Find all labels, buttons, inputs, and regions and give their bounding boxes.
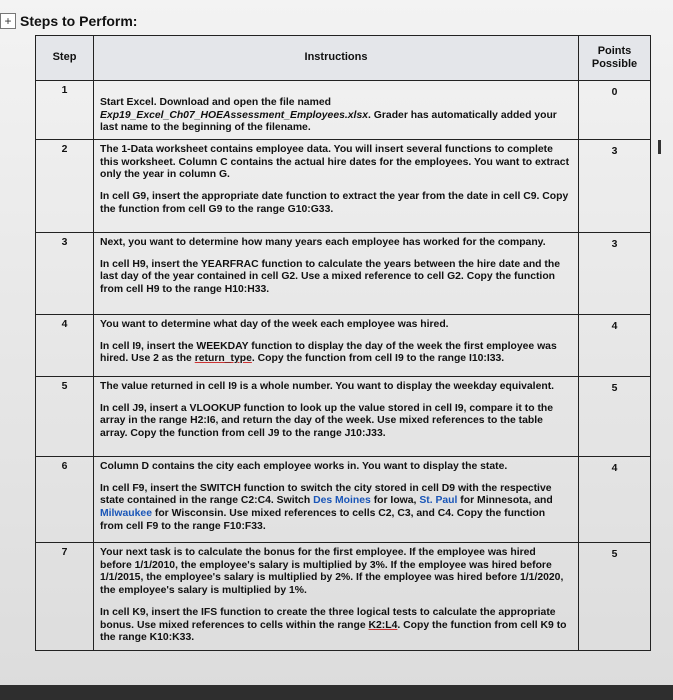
points-value: 5 — [579, 377, 651, 457]
city-des-moines: Des Moines — [313, 495, 371, 507]
table-row — [36, 457, 651, 543]
step-number: 3 — [36, 233, 94, 315]
points-value: 0 — [579, 81, 651, 140]
step-number: 1 — [36, 81, 94, 140]
page-title: Steps to Perform: — [20, 13, 138, 29]
table-row — [36, 233, 651, 315]
step-number: 5 — [36, 377, 94, 457]
header-row — [36, 36, 651, 81]
city-st-paul: St. Paul — [419, 495, 458, 507]
instruction-text: . Grader has automatically added your last name to the beginning of the filename. — [100, 109, 557, 134]
instruction-text: Next, you want to determine how many years each employee has worked for the company. — [100, 237, 546, 249]
points-value: 5 — [579, 543, 651, 651]
filename-text: Exp19_Excel_Ch07_HOEAssessment_Employees.xlsx — [100, 109, 369, 121]
instruction-text: In cell G9, insert the appropriate date function to extract the year from the date in cell C9. Copy the function from cell G9 to the range G10:G33. — [100, 191, 569, 215]
instruction-text: for Minnesota, and — [457, 495, 553, 507]
step-number: 7 — [36, 543, 94, 651]
instructions-cell — [94, 457, 579, 543]
instruction-text: You want to determine what day of the week each employee was hired. — [100, 319, 449, 331]
instruction-text: Column D contains the city each employee works in. You want to display the state. — [100, 461, 508, 473]
instruction-text: . Copy the function from cell K9 to the range K10:K33. — [100, 619, 567, 644]
points-value: 4 — [579, 315, 651, 377]
city-milwaukee: Milwaukee — [100, 508, 152, 520]
instruction-text: The value returned in cell I9 is a whole number. You want to display the weekday equivalent. — [100, 381, 555, 393]
instruction-text: The 1-Data worksheet contains employee data. You will insert several functions to complete this worksheet. Column C contains the actual hire dates for the employees. You want to extract only the year in column G. — [100, 144, 570, 181]
instruction-text: In cell I9, insert the WEEKDAY function to display the day of the week the first employee was hired. Use 2 as the — [100, 340, 557, 365]
instruction-text: for Iowa, — [370, 495, 420, 507]
table-move-handle-icon[interactable]: + — [0, 13, 16, 29]
instructions-cell — [94, 233, 579, 315]
title-row — [0, 10, 137, 32]
header-points: Points Possible — [579, 36, 651, 81]
step-number: 4 — [36, 315, 94, 377]
instruction-text: . Copy the function from cell I9 to the range I10:I33. — [251, 353, 505, 365]
header-step: Step — [36, 36, 94, 81]
instruction-text: In cell F9, insert the SWITCH function to switch the city stored in cell D9 with the respective state contained in the range C2:C4. Switch — [100, 482, 552, 507]
step-number: 6 — [36, 457, 94, 543]
table-row — [36, 315, 651, 377]
instruction-text: for Wisconsin. Use mixed references to cells C2, C3, and C4. Copy the function from cell F9 to the range F10:F33. — [100, 508, 546, 532]
instruction-text: In cell H9, insert the YEARFRAC function to calculate the years between the hire date and the last day of the year contained in cell G2. Use a mixed reference to cell G2. Copy the function from cell H9 to the range H10:H33. — [100, 258, 560, 296]
scroll-edge-marker — [658, 140, 661, 154]
instruction-text: In cell J9, insert a VLOOKUP function to look up the value stored in cell I9, compare it to the array in the range H2:I6, and return the day of the week. Use mixed references to the table array. Copy the function from cell J9 to the range J10:J33. — [100, 402, 554, 440]
points-value: 3 — [579, 233, 651, 315]
instruction-text: In cell K9, insert the IFS function to create the three logical tests to calculate the appropriate bonus. Use mixed references to cells within the range — [100, 606, 556, 631]
instructions-cell — [94, 140, 579, 233]
instructions-cell — [94, 81, 579, 140]
range-text: K2:L4 — [368, 619, 398, 631]
points-value: 4 — [579, 457, 651, 543]
table-row — [36, 140, 651, 233]
instructions-cell — [94, 315, 579, 377]
instructions-cell — [94, 543, 579, 651]
instruction-text: Start Excel. Download and open the file named — [100, 97, 331, 108]
instructions-cell — [94, 377, 579, 457]
return-type-text: return_type — [194, 353, 252, 365]
table-row — [36, 377, 651, 457]
step-number: 2 — [36, 140, 94, 233]
table-row — [36, 543, 651, 651]
bottom-bar — [0, 685, 673, 700]
steps-table — [35, 35, 651, 651]
header-instructions: Instructions — [94, 36, 579, 81]
instruction-text: Your next task is to calculate the bonus for the first employee. If the employee was hired before 1/1/2010, the employee's salary is multiplied by 3%. If the employee was hired before 1/1/2015, the employee's salary is multiplied by 2%. If the employee was hired before 1/1/2020, the employee's salary is multiplied by 1%. — [100, 547, 564, 597]
table-row — [36, 81, 651, 140]
points-value: 3 — [579, 140, 651, 233]
